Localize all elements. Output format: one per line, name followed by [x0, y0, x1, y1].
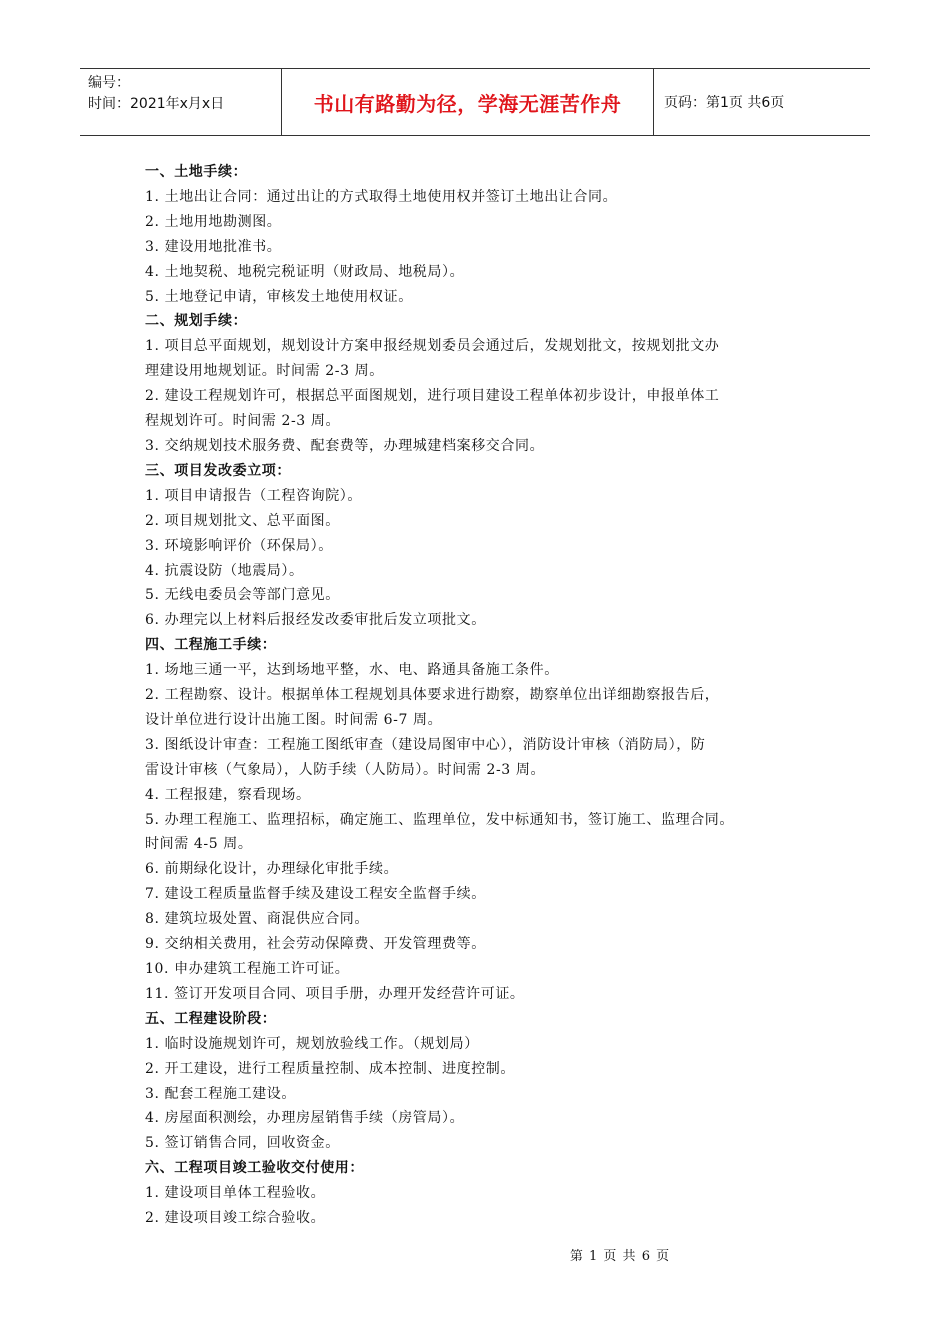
body-line: 1. 建设项目单体工程验收。 — [145, 1185, 326, 1202]
section-heading: 四、工程施工手续： — [145, 637, 277, 654]
document-body — [145, 160, 825, 1231]
body-line: 3. 建设用地批准书。 — [145, 238, 282, 255]
body-line: 2. 建设工程规划许可，根据总平面图规划，进行项目建设工程单体初步设计，申报单体工 — [145, 388, 720, 405]
body-line: 时间需 4-5 周。 — [145, 836, 253, 853]
body-line: 7. 建设工程质量监督手续及建设工程安全监督手续。 — [145, 886, 486, 903]
body-line: 2. 项目规划批文、总平面图。 — [145, 512, 340, 529]
document-header — [80, 68, 870, 136]
document-date: 时间：2021年x月x日 — [88, 96, 225, 112]
body-line: 3. 交纳规划技术服务费、配套费等，办理城建档案移交合同。 — [145, 437, 545, 454]
body-line: 5. 办理工程施工、监理招标，确定施工、监理单位，发中标通知书，签订施工、监理合同。 — [145, 811, 735, 828]
page-footer: 第 1 页 共 6 页 — [569, 1249, 671, 1264]
body-line: 10. 申办建筑工程施工许可证。 — [145, 961, 350, 977]
section-heading: 一、土地手续： — [145, 164, 248, 180]
body-line: 6. 前期绿化设计，办理绿化审批手续。 — [145, 861, 399, 878]
body-line: 4. 土地契税、地税完税证明（财政局、地税局）。 — [145, 263, 465, 280]
body-line: 6. 办理完以上材料后报经发改委审批后发立项批文。 — [145, 612, 486, 629]
section-heading: 六、工程项目竣工验收交付使用： — [145, 1160, 364, 1177]
body-line: 1. 项目总平面规划，规划设计方案申报经规划委员会通过后，发规划批文，按规划批文办 — [145, 338, 720, 355]
body-line: 1. 项目申请报告（工程咨询院）。 — [145, 487, 363, 504]
body-line: 5. 无线电委员会等部门意见。 — [145, 587, 340, 604]
header-meta — [80, 69, 282, 135]
section-heading: 三、项目发改委立项： — [145, 462, 291, 479]
section-heading: 五、工程建设阶段： — [145, 1010, 277, 1027]
body-line: 3. 环境影响评价（环保局）。 — [145, 537, 333, 554]
body-line: 5. 签订销售合同，回收资金。 — [145, 1135, 340, 1152]
document-number-label: 编号： — [88, 75, 130, 91]
body-line: 2. 土地用地勘测图。 — [145, 213, 282, 230]
body-line: 3. 配套工程施工建设。 — [145, 1085, 297, 1102]
section-heading: 二、规划手续： — [145, 313, 248, 330]
body-line: 1. 场地三通一平，达到场地平整，水、电、路通具备施工条件。 — [145, 662, 559, 679]
body-line: 11. 签订开发项目合同、项目手册，办理开发经营许可证。 — [145, 985, 525, 1002]
body-line: 2. 建设项目竣工综合验收。 — [145, 1210, 326, 1227]
body-line: 4. 抗震设防（地震局）。 — [145, 562, 304, 579]
body-line: 2. 工程勘察、设计。根据单体工程规划具体要求进行勘察，勘察单位出详细勘察报告后， — [145, 687, 720, 704]
body-line: 设计单位进行设计出施工图。时间需 6-7 周。 — [145, 711, 443, 728]
body-line: 3. 图纸设计审查：工程施工图纸审查（建设局图审中心），消防设计审核（消防局），防 — [145, 736, 706, 753]
body-line: 9. 交纳相关费用，社会劳动保障费、开发管理费等。 — [145, 936, 486, 953]
body-line: 程规划许可。时间需 2-3 周。 — [145, 413, 341, 430]
body-line: 5. 土地登记申请，审核发土地使用权证。 — [145, 288, 413, 305]
header-motto: 书山有路勤为径，学海无涯苦作舟 — [282, 69, 654, 135]
body-line: 雷设计审核（气象局），人防手续（人防局）。时间需 2-3 周。 — [145, 761, 546, 778]
header-page-number: 页码：第1页 共6页 — [664, 95, 785, 111]
body-line: 4. 工程报建，察看现场。 — [145, 786, 311, 803]
body-line: 1. 临时设施规划许可，规划放验线工作。（规划局） — [145, 1035, 479, 1052]
body-line: 1. 土地出让合同：通过出让的方式取得土地使用权并签订土地出让合同。 — [145, 188, 618, 205]
body-line: 2. 开工建设，进行工程质量控制、成本控制、进度控制。 — [145, 1060, 516, 1077]
body-line: 理建设用地规划证。时间需 2-3 周。 — [145, 363, 384, 380]
body-line: 8. 建筑垃圾处置、商混供应合同。 — [145, 911, 370, 928]
body-line: 4. 房屋面积测绘，办理房屋销售手续（房管局）。 — [145, 1110, 465, 1127]
